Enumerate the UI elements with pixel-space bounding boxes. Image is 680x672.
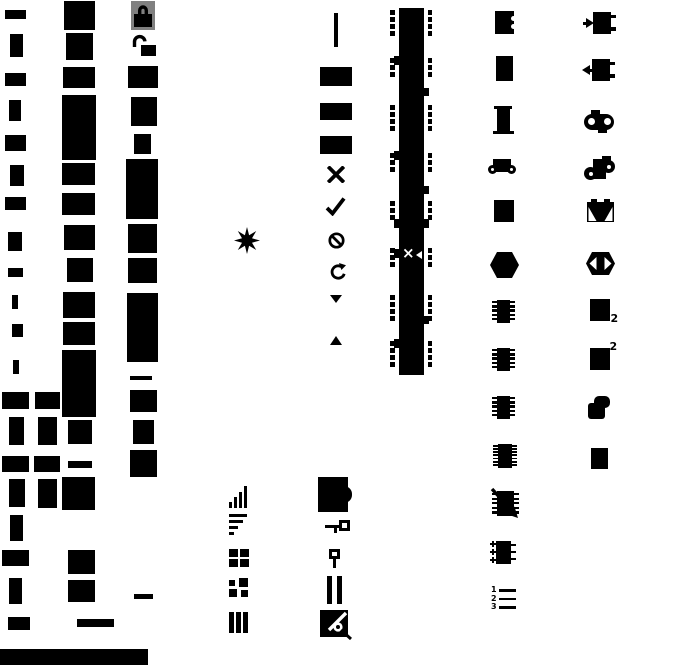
hex-arrows-icon[interactable] <box>586 252 615 275</box>
tab <box>591 110 600 116</box>
block-b16 <box>68 580 95 602</box>
square <box>590 299 610 321</box>
pin <box>510 314 516 316</box>
pin <box>493 458 499 460</box>
block-a09 <box>8 268 23 277</box>
pin <box>512 458 518 460</box>
block-b07 <box>64 225 95 250</box>
sprocket-dot <box>428 262 433 267</box>
block-b05 <box>62 163 95 185</box>
pin <box>512 464 518 466</box>
cell <box>239 578 248 587</box>
pin <box>510 309 516 311</box>
key-vertical-icon[interactable] <box>329 549 341 568</box>
caret-line <box>334 13 338 47</box>
numbered-list-icon[interactable] <box>491 587 516 612</box>
block-a08 <box>8 232 22 251</box>
chip-body <box>498 444 512 468</box>
sprocket-dot <box>390 24 395 29</box>
block-b14 <box>62 477 95 510</box>
sprocket-dot <box>390 72 395 77</box>
hole <box>589 172 593 176</box>
sort-ascending-icon[interactable] <box>229 481 247 508</box>
notch <box>511 24 516 29</box>
pin <box>493 464 499 466</box>
pin <box>493 448 499 450</box>
subscript-two: 2 <box>610 312 619 325</box>
block-b15 <box>68 550 95 574</box>
pin <box>611 15 616 19</box>
pin <box>492 353 498 355</box>
block-a16 <box>9 479 25 507</box>
block-b08 <box>67 258 93 282</box>
sprocket-dot <box>390 160 395 165</box>
pin <box>492 362 498 364</box>
pin <box>492 349 498 351</box>
x-glyph <box>327 166 345 183</box>
flange <box>493 131 514 134</box>
pin <box>511 551 516 553</box>
block-a15 <box>2 456 29 472</box>
list-number: 1 <box>491 585 497 594</box>
cell <box>229 559 238 567</box>
chip-plus-icon[interactable] <box>490 540 516 565</box>
pin <box>512 445 518 447</box>
dash-c02 <box>134 594 153 599</box>
pin <box>492 414 498 416</box>
sprocket-dot <box>428 248 433 253</box>
pin <box>492 405 498 407</box>
hexagon-icon[interactable] <box>490 252 519 278</box>
hex-arrows-glyph <box>586 252 615 275</box>
sprocket-dot <box>390 10 395 15</box>
sprocket-dot <box>390 112 395 117</box>
sprocket-dot <box>390 262 395 267</box>
pin <box>510 353 516 355</box>
bulge <box>344 486 352 503</box>
film-arrow-glyph <box>416 251 422 259</box>
block-a05 <box>5 135 26 151</box>
sprocket-dot <box>428 348 433 353</box>
sprocket-dot <box>390 302 395 307</box>
arrow-head <box>582 65 590 75</box>
ban-icon[interactable] <box>328 232 345 249</box>
padlock-glyph <box>131 1 155 30</box>
sprocket-dot <box>428 112 433 117</box>
block-b06 <box>62 193 95 215</box>
sprocket-dot <box>428 341 433 346</box>
bottom-bar <box>0 649 148 665</box>
caret-down-icon[interactable] <box>330 295 343 303</box>
pin <box>492 401 498 403</box>
link-holes-icon[interactable] <box>584 110 614 133</box>
tab <box>423 186 429 194</box>
band <box>394 219 429 228</box>
block-a01 <box>5 10 26 19</box>
block-m04 <box>38 479 57 508</box>
block-a18 <box>2 550 29 566</box>
check-glyph <box>325 196 346 216</box>
pin <box>510 305 516 307</box>
blob-pair-icon[interactable] <box>588 396 610 419</box>
bar <box>239 492 242 508</box>
column <box>236 612 241 633</box>
sprocket-dot <box>428 31 433 36</box>
block-a14 <box>9 417 24 445</box>
body <box>497 108 510 132</box>
tick <box>334 525 337 533</box>
sprocket-dot <box>428 119 433 124</box>
pin <box>610 74 615 78</box>
chip-body <box>497 396 510 419</box>
block-c10 <box>130 450 157 477</box>
sprocket-dot <box>428 255 433 260</box>
block-a17 <box>10 515 23 541</box>
bold-glyph-icon[interactable] <box>495 11 514 34</box>
chip-icon-2[interactable] <box>492 347 515 372</box>
bar <box>234 497 237 508</box>
block-c07 <box>127 293 158 362</box>
sprocket-dot <box>390 316 395 321</box>
pin <box>611 27 616 31</box>
sprocket-dot <box>428 10 433 15</box>
hole <box>604 118 611 125</box>
tab <box>598 127 607 133</box>
open-padlock-glyph <box>130 34 157 57</box>
pin <box>492 309 498 311</box>
sprocket-dot <box>390 355 395 360</box>
loop <box>329 549 340 559</box>
hole <box>607 165 611 169</box>
sprocket-dot <box>390 348 395 353</box>
keystone-icon[interactable] <box>587 199 614 224</box>
column <box>243 612 248 633</box>
sort-lines-icon[interactable] <box>229 514 247 536</box>
check-icon[interactable] <box>325 196 346 216</box>
block-b03 <box>63 67 95 88</box>
sprocket-dot <box>428 105 433 110</box>
tab <box>423 88 429 96</box>
cell <box>229 549 238 557</box>
columns-icon[interactable] <box>229 612 247 633</box>
block-c06 <box>128 258 157 283</box>
tab <box>394 249 400 258</box>
pin <box>492 314 498 316</box>
block-b09 <box>63 292 95 318</box>
sprocket-dot <box>428 295 433 300</box>
tab <box>394 151 400 160</box>
bar <box>244 486 247 508</box>
chip-body <box>497 348 510 371</box>
pin <box>510 410 516 412</box>
block-m03 <box>34 456 60 472</box>
pin <box>493 461 499 463</box>
pin <box>492 397 498 399</box>
block-g01 <box>496 56 513 81</box>
lock-icon[interactable] <box>131 1 155 30</box>
square <box>590 348 610 370</box>
block-b02 <box>66 33 93 60</box>
line <box>229 532 234 535</box>
pin <box>512 454 518 456</box>
pin <box>492 410 498 412</box>
block-a02 <box>10 34 23 57</box>
dumbbell-icon[interactable] <box>488 159 516 174</box>
pin <box>492 366 498 368</box>
pin <box>512 451 518 453</box>
box <box>592 59 610 81</box>
box-arrow-out-icon[interactable] <box>582 58 615 82</box>
sprocket-dot <box>390 126 395 131</box>
film-bar <box>399 8 424 375</box>
sprocket-dot <box>428 17 433 22</box>
pin <box>510 362 516 364</box>
sprocket-dot <box>428 355 433 360</box>
pen-box-icon[interactable] <box>320 610 352 640</box>
block-b11 <box>62 350 96 417</box>
sprocket-dot <box>390 17 395 22</box>
block-a19 <box>9 578 22 604</box>
cell <box>229 580 235 586</box>
star-glyph <box>234 227 260 254</box>
pin <box>510 414 516 416</box>
hexagon-glyph <box>490 252 519 278</box>
film-x-glyph: × <box>402 244 415 262</box>
asterisk-icon[interactable] <box>234 227 260 254</box>
block-m01 <box>35 392 60 409</box>
pin <box>510 318 516 320</box>
block-c02 <box>131 97 157 126</box>
chip-arrow-icon[interactable] <box>490 486 520 520</box>
caret-up-icon[interactable] <box>330 336 343 345</box>
sprocket-dot <box>428 208 433 213</box>
list-line <box>499 606 516 609</box>
line <box>229 514 247 517</box>
cell <box>240 559 249 567</box>
cell <box>229 589 237 597</box>
block-h01 <box>591 448 608 469</box>
block-c09 <box>133 420 154 444</box>
list-line <box>499 598 516 601</box>
bar <box>229 502 232 508</box>
sprocket-dot <box>390 65 395 70</box>
grid-scatter-icon[interactable] <box>229 578 249 599</box>
pin <box>610 62 615 66</box>
sprocket-dot <box>390 105 395 110</box>
box-arrow-in-icon[interactable] <box>583 11 616 35</box>
blob <box>588 403 605 419</box>
sprocket-dot <box>390 362 395 367</box>
block-b10 <box>63 322 95 345</box>
box <box>593 12 611 34</box>
block-m02 <box>38 417 57 445</box>
sprocket-dot <box>428 24 433 29</box>
ban-glyph <box>328 232 345 249</box>
sprocket-dot <box>428 362 433 367</box>
list-line <box>499 589 516 592</box>
pin <box>493 445 499 447</box>
refresh-glyph <box>329 263 346 281</box>
block-a04 <box>9 100 21 121</box>
pin <box>510 349 516 351</box>
pen-glyph <box>320 610 352 640</box>
subscript-icon[interactable] <box>588 297 618 327</box>
pin <box>512 461 518 463</box>
shape-part <box>337 576 342 604</box>
spool-icon[interactable] <box>493 106 514 134</box>
block-g02 <box>494 200 514 222</box>
block-b12 <box>68 420 92 444</box>
filmstrip <box>388 8 434 376</box>
line <box>229 526 238 529</box>
pause-icon[interactable] <box>327 576 342 604</box>
block-e02 <box>320 103 352 120</box>
pin <box>493 454 499 456</box>
dash-b13 <box>68 461 92 468</box>
superscript-two: 2 <box>609 340 618 353</box>
pin <box>510 405 516 407</box>
arrow-head <box>586 18 594 28</box>
plus-mark <box>492 541 494 547</box>
sprocket-dot <box>390 309 395 314</box>
block-e03 <box>320 136 352 154</box>
stem <box>333 559 336 568</box>
pin <box>510 397 516 399</box>
sprocket-dot <box>428 160 433 165</box>
list-number: 3 <box>491 602 497 611</box>
pin <box>492 357 498 359</box>
sprocket-dot <box>428 58 433 63</box>
sprocket-dot <box>390 167 395 172</box>
pin <box>492 318 498 320</box>
sprocket-dot <box>428 126 433 131</box>
blob-bulge-icon[interactable] <box>318 477 352 512</box>
pin <box>510 357 516 359</box>
shape-part <box>495 11 514 34</box>
chip-icon-4[interactable] <box>493 443 517 469</box>
pin <box>512 448 518 450</box>
shape-part <box>327 576 332 604</box>
block-c08 <box>130 390 157 412</box>
block-a12 <box>13 360 19 374</box>
block-c03 <box>134 134 151 154</box>
hole <box>588 118 595 125</box>
dash-c01 <box>130 376 152 380</box>
line <box>229 520 243 523</box>
sprocket-dot <box>428 167 433 172</box>
cell <box>240 549 249 557</box>
sprocket-dot <box>428 201 433 206</box>
list-number: 2 <box>491 593 497 603</box>
tab <box>423 316 429 324</box>
keystone-glyph <box>587 199 614 224</box>
block-a10 <box>12 295 18 309</box>
chip-icon-3[interactable] <box>492 395 515 420</box>
notch <box>511 16 516 21</box>
sprocket-dot <box>390 119 395 124</box>
block-e01 <box>320 67 352 86</box>
tab <box>394 56 400 65</box>
cell <box>241 590 248 597</box>
refresh-icon[interactable] <box>329 263 346 281</box>
block-a03 <box>5 73 26 86</box>
block-c04 <box>126 159 158 219</box>
pin <box>492 305 498 307</box>
sprocket-dot <box>428 153 433 158</box>
superscript-icon[interactable] <box>588 341 618 371</box>
sprocket-dot <box>390 295 395 300</box>
sprocket-dot <box>428 72 433 77</box>
chip-body <box>496 541 511 564</box>
block-a06 <box>10 165 24 186</box>
pin <box>510 366 516 368</box>
block-a20 <box>8 617 30 630</box>
block-a13 <box>2 392 29 409</box>
unlock-icon[interactable] <box>130 34 157 57</box>
plus-mark <box>492 557 494 563</box>
key-horizontal-icon[interactable] <box>325 519 350 534</box>
sprocket-dot <box>390 208 395 213</box>
pin <box>510 401 516 403</box>
arrow-glyph <box>490 486 520 520</box>
block-c05 <box>128 224 157 253</box>
block-b01 <box>64 1 95 30</box>
dash-long <box>77 619 114 627</box>
sprocket-dot <box>428 302 433 307</box>
column <box>229 612 234 633</box>
sprocket-dot <box>390 31 395 36</box>
block-b04 <box>62 95 96 160</box>
chip-icon-1[interactable] <box>492 299 515 324</box>
triangle-down <box>330 295 342 303</box>
shape-part <box>325 525 340 528</box>
plus-mark <box>492 549 494 555</box>
close-icon[interactable] <box>327 166 345 183</box>
pin <box>493 451 499 453</box>
chip-body <box>497 300 510 323</box>
pin <box>510 301 516 303</box>
sprocket-dot <box>428 309 433 314</box>
block-a07 <box>5 197 26 210</box>
pin <box>511 544 516 546</box>
grid-icon[interactable] <box>229 549 249 568</box>
triangle-up <box>330 336 342 345</box>
block-a11 <box>12 324 23 337</box>
sprocket-dot <box>390 201 395 206</box>
loop <box>339 520 350 531</box>
tab <box>394 339 400 348</box>
sprocket-dot <box>428 65 433 70</box>
link-offset-icon[interactable] <box>584 156 615 182</box>
pin <box>492 301 498 303</box>
pin <box>511 558 516 560</box>
block-c01 <box>128 66 158 88</box>
